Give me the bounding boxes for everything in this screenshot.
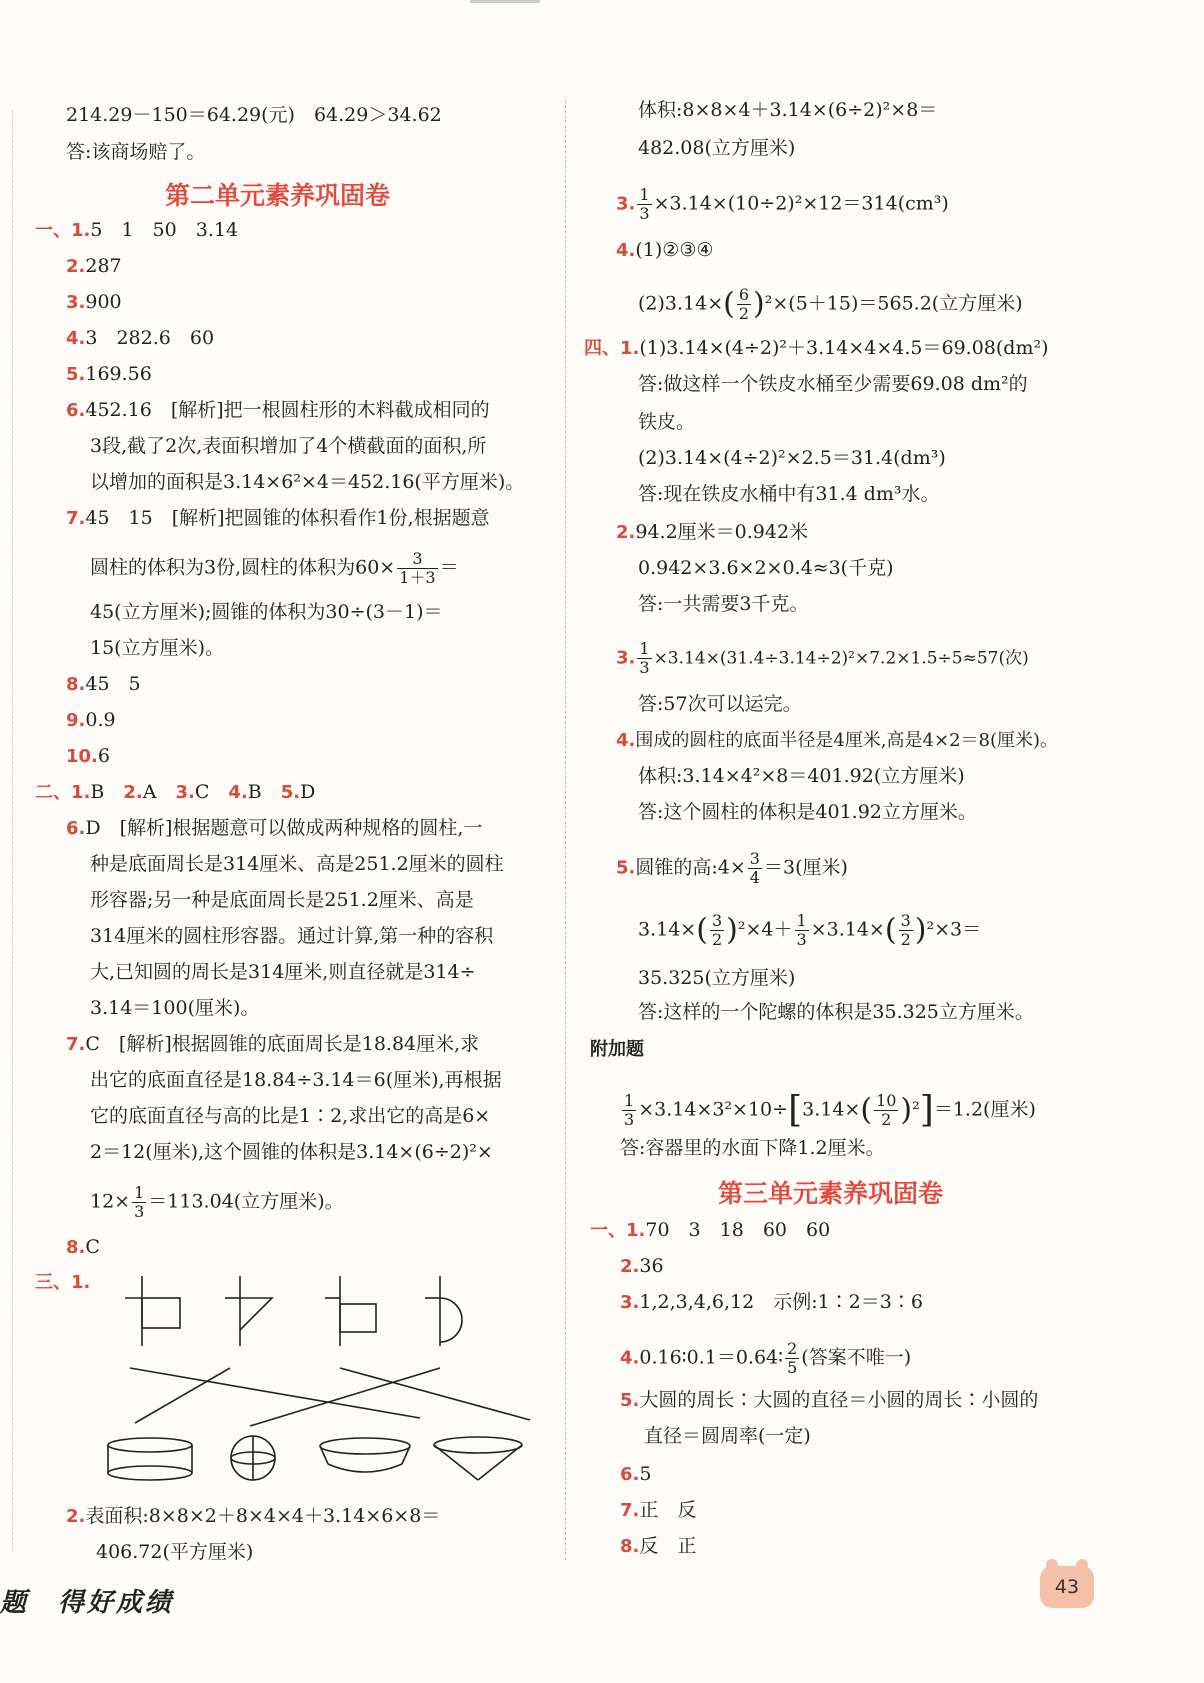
answer-text: 1,2,3,4,6,12 示例:1∶2＝3∶6 [639,1291,923,1313]
explanation-line: 15(立方厘米)。 [90,637,225,659]
answer-text: 反 正 [639,1535,697,1557]
explanation-line: 以增加的面积是3.14×6²×4＝452.16(平方厘米)。 [90,471,525,493]
plane-shape-triangle [225,1276,272,1346]
question-t3 [620,1290,923,1315]
fraction [397,550,437,587]
numerator: 1 [624,1091,635,1110]
fraction [785,1340,799,1377]
explanation-line: 大,已知圆的周长是314厘米,则直径就是314÷ [90,961,476,983]
numerator: 1 [639,185,650,204]
answer-text: 表面积:8×8×2＋8×4×4＋3.14×6×8＝ [85,1505,441,1527]
item-number: 1. [71,782,91,803]
answer-text: 45 5 [85,673,141,695]
question-3 [66,290,122,315]
denominator: 3 [796,930,807,949]
item-number: 6. [66,818,86,839]
item-number: 3. [620,1292,640,1313]
text: ×3.14×3²×10÷ [638,1098,789,1121]
answer-line: 答:容器里的水面下降1.2厘米。 [620,1137,885,1159]
numerator: 10 [876,1091,897,1110]
question-6 [66,398,490,423]
answer-line: 答:做这样一个铁皮水桶至少需要69.08 dm²的 [638,373,1028,395]
answer-text: 452.16 [解析]把一根圆柱形的木料截成相同的 [85,399,490,421]
fraction [795,912,809,949]
section-label: 二、 [35,782,71,803]
question-7 [66,506,490,531]
answer-text: 5 1 50 3.14 [90,219,239,241]
item-number: 3. [616,193,636,215]
formula-line: 体积:3.14×4²×8＝401.92(立方厘米) [638,765,965,787]
fraction [132,1184,146,1221]
section-heading-unit3: 第三单元素养巩固卷 [718,1179,944,1208]
question-iii-2 [66,1504,440,1529]
item-number: 2. [66,1506,86,1527]
answer-line: 406.72(平方厘米) [96,1541,254,1563]
text: ²×4＋ [737,918,793,941]
fraction [874,1092,898,1129]
text-line: 482.08(立方厘米) [638,137,796,159]
choice: B [90,781,105,803]
text: 3.14× [802,1098,861,1121]
numerator: 1 [796,911,807,930]
solid-cylinder-icon [108,1438,192,1480]
section-3-label [35,1270,90,1295]
question-5 [66,362,152,387]
item-number: 4. [66,328,86,349]
plane-shape-half-rectangle [325,1276,376,1346]
text: ×3.14×(10÷2)²×12＝314(cm³) [653,192,949,215]
text: (答案不唯一) [801,1346,912,1369]
extra-formula [620,1089,1036,1131]
item-number: 5. [620,1390,640,1411]
denominator: 4 [749,868,760,887]
answer-line: 答:一共需要3千克。 [638,593,809,615]
text: 圆柱的体积为3份,圆柱的体积为60× [90,556,396,579]
numerator: 1 [639,639,650,658]
explanation-line: 3.14＝100(厘米)。 [90,997,260,1019]
explanation-line: 3段,截了2次,表面积增加了4个横截面的面积,所 [90,435,487,457]
question-t6 [620,1462,651,1487]
item-number: 5. [66,364,86,385]
question-r4 [616,238,713,263]
answer-line: 直径＝圆周率(一定) [644,1425,811,1447]
answer-text: 大圆的周长∶大圆的直径＝小圆的周长∶小圆的 [639,1389,1039,1411]
denominator: 2 [881,1110,892,1129]
bracket: ] [919,1089,934,1131]
bracket: [ [788,1089,803,1131]
plane-shape-rectangle [125,1276,180,1346]
text: ²×(5＋15)＝565.2(立方厘米) [764,292,1023,315]
plane-shape-semicircle [425,1276,462,1346]
item-number: 5. [280,782,301,803]
answer-text: 70 3 18 60 60 [645,1219,831,1241]
answer-text: 45 15 [解析]把圆锥的体积看作1份,根据题意 [85,507,490,529]
question-t4 [620,1340,911,1377]
formula-line [638,286,1023,323]
item-number: 10. [66,746,98,767]
paren: ( [696,912,708,948]
answer-line: 答:这个圆柱的体积是401.92立方厘米。 [638,801,977,823]
question-10 [66,744,110,769]
left-margin-line [12,110,13,1550]
paren: ( [884,912,897,948]
item-number: 1. [620,338,640,359]
formula-line: 35.325(立方厘米) [638,967,796,989]
denominator: 3 [639,204,650,223]
item-number: 2. [123,782,143,803]
numerator: 3 [900,911,911,930]
question-iv-3 [616,640,1029,677]
question-ii-6 [66,816,482,841]
section-label: 一、 [35,220,71,241]
numerator: 2 [787,1339,798,1358]
question-r3 [616,186,949,223]
item-number: 6. [66,400,86,421]
question-1 [35,218,238,243]
fraction [637,640,651,677]
item-number: 1. [71,220,91,241]
answer-text: 169.56 [85,363,152,385]
fraction [637,186,651,223]
question-t7 [620,1498,696,1523]
choice: B [247,781,262,803]
question-t5 [620,1388,1038,1413]
top-tab-mark [470,0,540,3]
answer-text: 900 [85,291,122,313]
denominator: 2 [711,930,723,949]
item-number: 9. [66,710,86,731]
numerator: 6 [738,285,750,304]
item-number: 7. [66,508,86,529]
text: ＝113.04(立方厘米)。 [148,1190,344,1213]
answer-text: 0.9 [85,709,116,731]
denominator: 3 [134,1202,145,1221]
question-4 [66,326,214,351]
denominator: 2 [738,304,750,323]
denominator: 3 [639,658,650,677]
text: ×3.14×(31.4÷3.14÷2)²×7.2×1.5÷5≈57(次) [653,648,1029,669]
answer-text: 正 反 [639,1499,697,1521]
fraction [737,286,751,323]
page-number-badge: 43 [1040,1566,1094,1608]
question-iv-5 [616,850,848,887]
item-number: 4. [620,1347,640,1369]
answer-text: 287 [85,255,122,277]
item-number: 2. [620,1256,640,1277]
denominator: 2 [900,930,911,949]
column-divider [565,100,566,1560]
item-number: 6. [620,1464,640,1485]
answer-line: 答:该商场赔了。 [66,141,206,163]
item-number: 4. [616,730,636,751]
item-number: 8. [620,1536,640,1557]
footer-slogan: 题 得好成绩 [0,1588,175,1618]
answer-line: 答:现在铁皮水桶中有31.4 dm³水。 [638,483,940,505]
text: ²×3＝ [926,918,982,941]
numerator: 1 [134,1183,145,1202]
text: ×3.14× [810,918,885,941]
question-iv-1 [584,336,1049,361]
item-number: 7. [620,1500,640,1521]
section-heading-unit2: 第二单元素养巩固卷 [165,181,391,210]
answer-text: C [85,1236,100,1258]
question-ii-8 [66,1235,100,1260]
explanation-line: 种是底面周长是314厘米、高是251.2厘米的圆柱 [90,853,504,875]
question-t2 [620,1254,664,1279]
explanation-line: 它的底面直径与高的比是1∶2,求出它的高是6× [90,1105,491,1127]
text: 圆锥的高:4× [635,856,746,879]
numerator: 3 [397,550,437,569]
answer-text: 5 [639,1463,652,1485]
denominator: 3 [624,1110,635,1129]
explanation-line: 45(立方厘米);圆锥的体积为30÷(3－1)＝ [90,601,443,623]
paren: ) [900,1092,913,1128]
answer-text: D [解析]根据题意可以做成两种规格的圆柱,一 [85,817,483,839]
answer-line: 铁皮。 [638,411,696,433]
question-t1 [590,1218,830,1243]
explanation-line: 形容器;另一种是底面周长是251.2厘米、高是 [90,889,474,911]
item-number: 1. [626,1220,646,1241]
text: ² [912,1098,920,1121]
answer-text: 围成的圆柱的底面半径是4厘米,高是4×2＝8(厘米)。 [635,730,1059,751]
fraction [899,912,913,949]
text-line: 214.29－150＝64.29(元) 64.29＞34.62 [66,104,442,126]
item-number: 2. [616,522,636,543]
text: 0.16∶0.1＝0.64∶ [639,1346,784,1369]
question-ii-7 [66,1032,479,1057]
choice: C [194,781,210,803]
item-number: 8. [66,1237,86,1258]
numerator: 3 [711,911,723,930]
section-label: 四、 [584,338,620,359]
text: (2)3.14× [638,292,724,315]
text: 3.14× [638,918,697,941]
formula-line: 0.942×3.6×2×0.4≈3(千克) [638,557,894,579]
text: ＝ [439,556,459,579]
text: ＝3(厘米) [763,856,848,879]
answer-text: 36 [639,1255,664,1277]
section-label: 一、 [590,1220,626,1241]
explanation-line: 314厘米的圆柱形容器。通过计算,第一种的容积 [90,925,494,947]
item-number: 8. [66,674,86,695]
text: ＝1.2(厘米) [933,1098,1036,1121]
answer-text: (1)②③④ [635,239,714,261]
explanation-line: 出它的底面直径是18.84÷3.14＝6(厘米),再根据 [90,1069,502,1091]
explanation-line: 2＝12(厘米),这个圆锥的体积是3.14×(6÷2)²× [90,1141,493,1163]
answer-text: (1)3.14×(4÷2)²＋3.14×4×4.5＝69.08(dm²) [639,337,1049,359]
formula-line: (2)3.14×(4÷2)²×2.5＝31.4(dm³) [638,447,946,469]
paren: ( [723,286,735,322]
numerator: 3 [749,849,760,868]
matching-lines [130,1368,530,1426]
solid-frustum-icon [320,1438,410,1472]
question-iv-4 [616,728,1058,753]
item-number: 4. [228,782,248,803]
question-2 [66,254,122,279]
fraction [622,1092,636,1129]
fraction [748,850,762,887]
explanation-line [90,550,459,587]
question-9 [66,708,116,733]
question-t8 [620,1534,696,1559]
paren: ) [753,286,765,322]
paren: ) [914,912,927,948]
question-iv-2 [616,520,808,545]
solid-sphere-icon [231,1436,275,1480]
section-label: 三、 [35,1272,71,1293]
explanation-line [90,1184,344,1221]
answer-line: 答:这样的一个陀螺的体积是35.325立方厘米。 [638,1001,1034,1023]
item-number: 3. [66,292,86,313]
item-number: 4. [616,240,636,261]
section-2-row [35,780,315,805]
solid-cone-icon [434,1437,522,1480]
denominator: 1＋3 [399,568,436,587]
item-number: 5. [616,857,636,879]
question-8 [66,672,141,697]
choice: D [300,781,316,803]
item-number: 2. [66,256,86,277]
text-line: 体积:8×8×4＋3.14×(6÷2)²×8＝ [638,99,938,121]
answer-text: 3 282.6 60 [85,327,215,349]
item-number: 7. [66,1034,86,1055]
denominator: 5 [787,1358,798,1377]
answer-line: 答:57次可以运完。 [638,693,802,715]
matching-figure [100,1268,560,1488]
fraction [710,912,724,949]
item-number: 3. [175,782,195,803]
extra-question-heading: 附加题 [590,1039,644,1060]
paren: ( [860,1092,873,1128]
choice: A [142,781,157,803]
paren: ) [726,912,738,948]
answer-text: C [解析]根据圆锥的底面周长是18.84厘米,求 [85,1033,480,1055]
item-number: 3. [616,647,636,669]
item-number: 1. [71,1272,91,1293]
answer-text: 6 [97,745,110,767]
text: 12× [90,1190,131,1213]
formula-line [638,912,981,949]
answer-text: 94.2厘米＝0.942米 [635,521,809,543]
